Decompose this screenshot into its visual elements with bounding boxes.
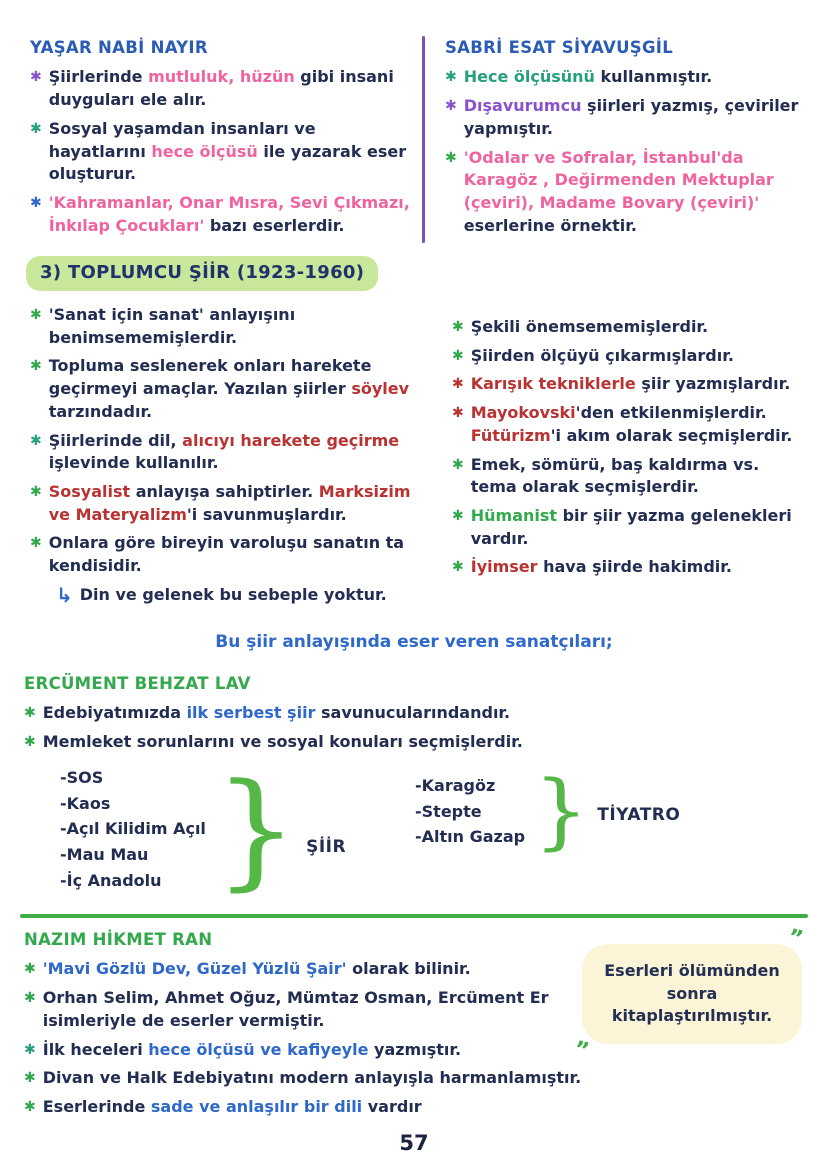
sabri-esat-section: [425, 36, 802, 243]
text-segment: Sosyalist: [48, 482, 131, 502]
text-segment: 'i akım olarak seçmişlerdir.: [550, 425, 793, 445]
bullet-star-icon: ✱: [30, 484, 42, 501]
bullet-star-icon: ✱: [24, 1041, 36, 1058]
text-segment: anlayışını benimsememişlerdir.: [48, 305, 296, 347]
text-segment: Orhan Selim, Ahmet Oğuz, Mümtaz Osman, Ercüment Er isimleriyle de eserler vermiştir.: [42, 988, 549, 1030]
bullet-star-icon: ✱: [452, 376, 464, 393]
bullet-star-icon: ✱: [24, 705, 36, 722]
text-segment: hava şiirde hakimdir.: [537, 557, 732, 577]
text-segment: Edebiyatımızda: [42, 703, 187, 723]
bullet-text: [80, 584, 424, 607]
toplumcu-siir-title: 3) TOPLUMCU ŞİİR (1923-1960): [26, 256, 378, 291]
bullet-star-icon: ✱: [24, 1099, 36, 1116]
toplumcu-right-list: [438, 304, 802, 613]
text-segment: şiirleri yazmış, çeviriler yapmıştır.: [463, 96, 799, 138]
bullet-star-icon: ✱: [445, 98, 457, 115]
text-segment: hece ölçüsü ve kafiyeyle: [148, 1039, 369, 1059]
text-segment: sade ve anlaşılır bir dili: [150, 1097, 363, 1117]
bullet-item: [24, 702, 804, 725]
siir-book-group: [60, 756, 347, 904]
yasar-nabi-heading: YAŞAR NABİ NAYIR: [30, 38, 208, 57]
bullet-star-icon: ✱: [452, 456, 464, 473]
toplumcu-content: [30, 304, 802, 613]
bullet-item: [452, 345, 802, 368]
text-segment: Şiirlerinde dil,: [48, 430, 183, 450]
book-item: -Stepte: [415, 801, 482, 821]
bullet-item: [24, 1036, 592, 1065]
bullet-text: [43, 958, 589, 981]
bullet-item: [24, 958, 589, 981]
bullet-text: [49, 481, 424, 526]
bullet-star-icon: ✱: [30, 120, 42, 137]
bullet-item: [30, 66, 412, 111]
text-segment: ile yazarak eser oluşturur.: [48, 141, 407, 184]
bullet-text: [49, 118, 412, 186]
bullet-text: [49, 355, 424, 423]
text-segment: 'den etkilenmişlerdir.: [575, 403, 767, 423]
book-item: -Açıl Kilidim Açıl: [60, 819, 206, 839]
bullet-item: [30, 481, 424, 526]
text-segment: Hümanist: [470, 506, 558, 526]
curly-brace-icon: }: [533, 764, 589, 860]
bullet-text: [471, 373, 802, 396]
arrow-icon: ↳: [56, 582, 73, 607]
text-segment: tarzındadır.: [48, 401, 153, 421]
yasar-nabi-section: [30, 36, 422, 243]
bullet-text: [464, 95, 802, 140]
text-segment: 'Mavi Gözlü Dev, Güzel Yüzlü Şair': [42, 959, 347, 979]
tiyatro-label: TİYATRO: [597, 805, 681, 826]
bullet-text: [471, 505, 802, 550]
text-segment: Topluma seslenerek onları harekete geçirmeyi amaçlar. Yazılan şiirler: [48, 356, 372, 399]
text-segment: Karışık tekniklerle: [470, 374, 636, 394]
tiyatro-book-group: [415, 764, 681, 860]
bullet-text: [43, 987, 589, 1032]
bullet-star-icon: ✱: [24, 990, 36, 1007]
text-segment: Şekili önemsememişlerdir.: [470, 317, 709, 336]
text-segment: Eserlerinde: [42, 1097, 151, 1117]
text-segment: savunucularındandır.: [315, 703, 511, 723]
bullet-star-icon: ✱: [452, 508, 464, 525]
bullet-star-icon: ✱: [452, 405, 464, 422]
text-segment: bir şiir yazma gelenekleri vardır.: [470, 506, 792, 548]
text-segment: bazı eserlerdir.: [204, 215, 345, 235]
book-item: -Kaos: [60, 793, 111, 813]
bullet-star-icon: ✱: [30, 358, 42, 375]
bullet-item: [30, 430, 424, 475]
nazim-hikmet-section: [24, 928, 592, 1125]
bullet-star-icon: ✱: [30, 195, 42, 212]
bullet-item: [445, 147, 802, 238]
text-segment: Marksizim ve Materyalizm: [48, 482, 411, 524]
page-number: 57: [399, 1131, 429, 1156]
bullet-star-icon: ✱: [30, 307, 42, 323]
nazim-bullet-list: [24, 958, 592, 1118]
bullet-item: [452, 402, 802, 447]
bullet-item: [445, 66, 802, 89]
text-segment: 'Odalar ve Sofralar, İstanbul'da Karagöz , Değirmenden Mektuplar (çeviri), Madame Bovary (çeviri)': [463, 147, 774, 213]
text-segment: 'Kahramanlar, Onar Mısra, Sevi Çıkmazı, İnkılap Çocukları': [48, 193, 410, 235]
toplumcu-left-list: [30, 304, 438, 613]
text-segment: Divan ve Halk Edebiyatını modern anlayışla harmanlamıştır.: [42, 1068, 582, 1088]
bullet-star-icon: ✱: [452, 319, 464, 335]
bullet-item: [445, 95, 802, 140]
ercument-bullet-list: [24, 702, 804, 753]
text-segment: vardır: [362, 1097, 422, 1117]
bullet-text: [471, 454, 802, 499]
text-segment: yazmıştır.: [368, 1039, 462, 1059]
bullet-item: [24, 1067, 589, 1090]
text-segment: kullanmıştır.: [594, 67, 713, 87]
text-segment: İyimser: [470, 557, 538, 577]
bullet-item: [30, 532, 424, 577]
text-segment: hece ölçüsü: [151, 141, 258, 161]
bullet-text: [471, 316, 802, 339]
bullet-item: [30, 118, 412, 186]
text-segment: Onlara göre bireyin varoluşu sanatın ta kendisidir.: [48, 533, 405, 576]
text-segment: gibi insani duyguları ele alır.: [48, 67, 394, 110]
text-segment: işlevinde kullanılır.: [48, 453, 219, 473]
text-segment: Hece ölçüsünü: [463, 67, 595, 87]
bullet-star-icon: ✱: [445, 149, 457, 166]
text-segment: 'i savunmuşlardır.: [186, 504, 347, 524]
bullet-star-icon: ✱: [452, 559, 464, 576]
text-segment: Din ve gelenek bu sebeple yoktur.: [79, 584, 387, 604]
text-segment: Sosyal yaşamdan insanları ve hayatlarını: [48, 118, 316, 161]
bullet-text: [471, 345, 802, 368]
text-segment: söylev: [351, 379, 410, 399]
text-segment: ilk serbest şiir: [186, 703, 316, 723]
bullet-star-icon: ✱: [24, 1070, 36, 1087]
book-item: -İç Anadolu: [60, 870, 162, 890]
horizontal-divider: [20, 914, 808, 918]
yasar-bullet-list: [30, 66, 412, 237]
bullet-star-icon: ✱: [445, 69, 457, 86]
siir-label: ŞİİR: [306, 836, 347, 857]
bullet-text: [471, 402, 802, 447]
text-segment: olarak bilinir.: [346, 959, 471, 979]
bullet-item: [452, 373, 802, 396]
text-segment: şiir yazmışlardır.: [635, 374, 791, 394]
bullet-star-icon: ✱: [24, 961, 36, 978]
text-segment: mutluluk, hüzün: [148, 67, 295, 87]
bullet-text: [464, 147, 802, 238]
ercument-heading: ERCÜMENT BEHZAT LAV: [24, 674, 251, 693]
bullet-star-icon: ✱: [30, 432, 42, 449]
sabri-esat-heading: SABRİ ESAT SİYAVUŞGİL: [445, 38, 674, 57]
text-segment: Fütürizm: [470, 425, 551, 445]
text-segment: 'Sanat için sanat': [48, 305, 204, 324]
text-segment: Memleket sorunlarını ve sosyal konuları seçmişlerdir.: [42, 732, 523, 752]
bullet-text: [43, 702, 804, 725]
bullet-item: [24, 731, 804, 754]
book-item: -Karagöz: [415, 776, 496, 795]
bullet-text: [49, 192, 412, 237]
text-segment: Emek, sömürü, baş kaldırma vs. tema olarak seçmişlerdir.: [470, 454, 760, 497]
ercument-behzat-section: [24, 672, 804, 760]
bullet-item: [452, 505, 802, 550]
bullet-text: [464, 66, 802, 89]
bullet-text: [43, 731, 804, 754]
sabri-bullet-list: [445, 66, 802, 237]
text-segment: Mayokovski: [470, 403, 576, 423]
bullet-item: [452, 454, 802, 499]
bullet-item: [24, 1096, 589, 1119]
book-item: -Mau Mau: [60, 845, 149, 865]
text-segment: Şiirden ölçüyü çıkarmışlardır.: [470, 345, 734, 365]
bullet-text: [49, 66, 412, 111]
bullet-item: [24, 987, 589, 1032]
bullet-text: [49, 304, 424, 349]
bullet-text: [43, 1067, 589, 1090]
tiyatro-book-list: [415, 772, 525, 852]
text-segment: İlk heceleri: [42, 1039, 149, 1059]
bullet-text: [43, 1096, 589, 1119]
bullet-star-icon: ✱: [452, 347, 464, 364]
quote-mark-icon: ”: [571, 1036, 592, 1065]
bullet-item: [30, 304, 424, 349]
book-item: -Altın Gazap: [415, 827, 526, 847]
top-authors-section: [30, 36, 802, 243]
text-segment: Dışavurumcu: [463, 96, 582, 116]
text-segment: eserlerine örnektir.: [463, 215, 637, 235]
bullet-item: [30, 192, 412, 237]
text-segment: alıcıyı harekete geçirme: [182, 430, 400, 450]
quote-mark-icon: ”: [784, 924, 805, 953]
bullet-star-icon: ✱: [24, 734, 36, 751]
bullet-star-icon: ✱: [30, 69, 42, 86]
bullet-item: [30, 355, 424, 423]
note-text: Eserleri ölümünden sonra kitaplaştırılmıştır.: [604, 961, 780, 1026]
bullet-text: [49, 430, 424, 475]
bullet-text: [49, 532, 424, 577]
note-bubble: [571, 924, 805, 1065]
curly-brace-icon: }: [213, 756, 299, 904]
arrow-note-item: [56, 584, 424, 607]
bullet-item: [452, 316, 802, 339]
bullet-item: [452, 556, 802, 579]
book-item: -SOS: [60, 768, 104, 787]
artists-subtitle: Bu şiir anlayışında eser veren sanatçıları;: [215, 632, 613, 652]
bullet-text: [42, 1036, 592, 1065]
text-segment: anlayışa sahiptirler.: [130, 482, 319, 502]
nazim-heading: NAZIM HİKMET RAN: [24, 930, 213, 949]
text-segment: Şiirlerinde: [48, 67, 149, 87]
bullet-text: [471, 556, 802, 579]
bullet-star-icon: ✱: [30, 535, 42, 552]
siir-book-list: [60, 764, 206, 896]
